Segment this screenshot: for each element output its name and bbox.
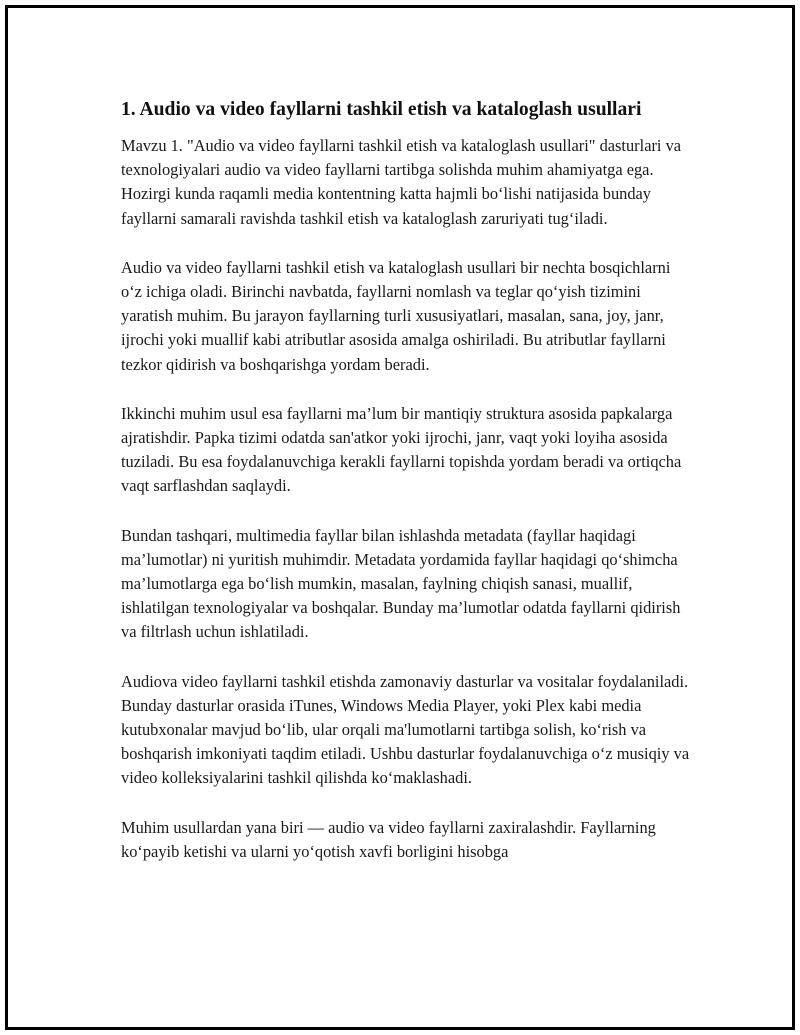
page-content	[121, 96, 691, 889]
paragraph-1: Mavzu 1. "Audio va video fayllarni tashkil etish va kataloglash usullari" dasturlari va texnologiyalari audio va video fayllarni tartibga solishda muhim ahamiyatga ega. Hozirgi kunda raqamli media kontentning katta hajmli bo‘lishi natijasida bunday fayllarni samarali ravishda tashkil etish va kataloglash zaruriyati tug‘iladi.	[121, 136, 682, 228]
page-frame	[5, 5, 795, 1030]
paragraph-2: Audio va video fayllarni tashkil etish va kataloglash usullari bir nechta bosqichlarni o‘z ichiga oladi. Birinchi navbatda, fayllarni nomlash va teglar qo‘yish tizimini yaratish muhim. Bu jarayon fayllarning turli xususiyatlari, masalan, sana, joy, janr, ijrochi yoki muallif kabi atributlar asosida amalga oshiriladi. Bu atributlar fayllarni tezkor qidirish va boshqarishga yordam beradi.	[121, 257, 671, 374]
paragraph-4: Bundan tashqari, multimedia fayllar bilan ishlashda metadata (fayllar haqidagi ma’lumotlar) ni yuritish muhimdir. Metadata yordamida fayllar haqidagi qo‘shimcha ma’lumotlarga ega bo‘lish mumkin, masalan, faylning chiqish sanasi, muallif, ishlatilgan texnologiyalar va boshqalar. Bunday ma’lumotlar odatda fayllarni qidirish va filtrlash uchun ishlatiladi.	[121, 525, 681, 642]
paragraph-5: Audiova video fayllarni tashkil etishda zamonaviy dasturlar va vositalar foydalaniladi. Bunday dasturlar orasida iTunes, Windows Media Player, yoki Plex kabi media kutubxonalar mavjud bo‘lib, ular orqali ma'lumotlarni tartibga solish, ko‘rish va boshqarish imkoniyati taqdim etiladi. Ushbu dasturlar foydalanuvchiga o‘z musiqiy va video kolleksiyalarini tashkil qilishda ko‘maklashadi.	[121, 671, 690, 788]
document-title: 1. Audio va video fayllarni tashkil etish va kataloglash usullari	[121, 99, 642, 120]
paragraph-6: Muhim usullardan yana biri — audio va video fayllarni zaxiralashdir. Fayllarning ko‘payib ketishi va ularni yo‘qotish xavfi borligini hisobga	[121, 817, 656, 861]
paragraph-3: Ikkinchi muhim usul esa fayllarni ma’lum bir mantiqiy struktura asosida papkalarga ajratishdir. Papka tizimi odatda san'atkor yoki ijrochi, janr, vaqt yoki loyiha asosida tuziladi. Bu esa foydalanuvchiga kerakli fayllarni topishda yordam beradi va ortiqcha vaqt sarflashdan saqlaydi.	[121, 403, 682, 496]
